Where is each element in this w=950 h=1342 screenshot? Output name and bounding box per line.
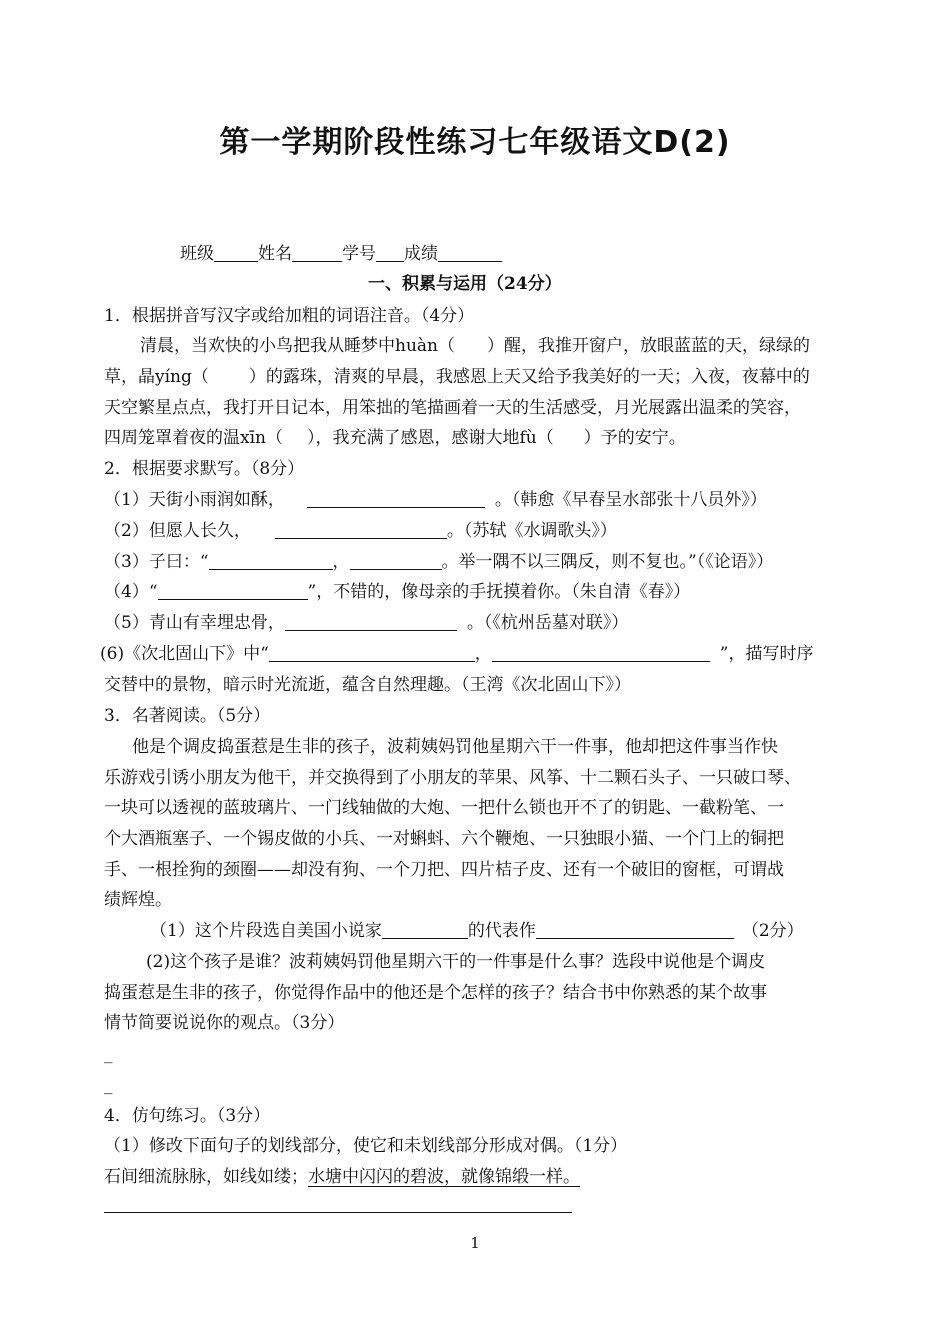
q2-text: 。（《杭州岳墓对联》） xyxy=(466,613,629,633)
section-heading: 一、积累与运用（24分） xyxy=(368,274,562,294)
q3-heading: 3．名著阅读。（5分） xyxy=(104,706,271,726)
q2-text: (6)《次北固山下》中“ xyxy=(100,644,269,664)
q3-blank-work[interactable] xyxy=(536,921,734,939)
q2-heading: 2．根据要求默写。（8分） xyxy=(104,459,305,479)
name-label: 姓名 xyxy=(258,244,292,264)
q1-heading: 1．根据拼音写汉字或给加粗的词语注音。（4分） xyxy=(104,306,475,326)
q2-item-6 xyxy=(100,644,813,664)
q2-text: （2）但愿人长久， xyxy=(104,521,251,541)
q2-text: ， xyxy=(474,644,492,664)
q2-item-2 xyxy=(104,521,617,541)
q2-text: （4）“ xyxy=(104,582,158,602)
q3-answer-line[interactable]: _ xyxy=(104,1075,113,1095)
q1-line-2 xyxy=(104,367,810,387)
name-blank[interactable] xyxy=(292,244,342,262)
q3-passage-line: 绩辉煌。 xyxy=(104,890,172,910)
q1-line-3: 天空繁星点点，我打开日记本，用笨拙的笔描画着一天的生活感受，月光展露出温柔的笑容， xyxy=(104,398,801,418)
q1-text: ）醒，我推开窗户，放眼蓝蓝的天，绿绿的 xyxy=(486,336,810,356)
q3-text: （2分） xyxy=(741,921,804,941)
q2-item-3 xyxy=(104,552,773,572)
q2-item-1 xyxy=(104,490,767,510)
q2-text: ”，不错的，像母亲的手抚摸着你。（朱自清《春》） xyxy=(307,582,691,602)
page-number: 1 xyxy=(470,1234,480,1252)
q3-passage-line: 他是个调皮捣蛋惹是生非的孩子，波莉姨妈罚他星期六干一件事，他却把这件事当作快 xyxy=(132,737,778,757)
score-blank[interactable] xyxy=(438,244,502,262)
q2-blank-2[interactable] xyxy=(275,521,447,539)
q1-text: ）的露珠，清爽的早晨，我感恩上天又给予我美好的一天；入夜，夜幕中的 xyxy=(248,367,810,387)
q3-passage-line: 手、一根拴狗的颈圈——却没有狗、一个刀把、四片桔子皮、还有一个破旧的窗框，可谓战 xyxy=(104,860,784,880)
q2-item-5 xyxy=(104,613,628,633)
class-blank[interactable] xyxy=(214,244,258,262)
q2-text: （3）子曰：“ xyxy=(104,552,209,572)
student-id-blank[interactable] xyxy=(376,244,404,262)
q3-passage-line: 一块可以透视的蓝玻璃片、一门线轴做的大炮、一把什么锁也开不了的钥匙、一截粉笔、一 xyxy=(104,798,784,818)
q4-heading: 4．仿句练习。（3分） xyxy=(104,1106,271,1126)
q4-sentence-plain: 石间细流脉脉，如线如缕； xyxy=(104,1167,308,1187)
q1-text: 四周笼罩着夜的温xīn（ xyxy=(104,428,283,448)
q2-blank-3a[interactable] xyxy=(209,552,333,570)
q2-blank-6b[interactable] xyxy=(492,644,710,662)
class-label: 班级 xyxy=(180,244,214,264)
q2-blank-1[interactable] xyxy=(307,490,485,508)
q3-sub-1 xyxy=(150,921,804,941)
score-label: 成绩 xyxy=(404,244,438,264)
student-id-label: 学号 xyxy=(342,244,376,264)
q3-text: （1）这个片段选自美国小说家 xyxy=(150,921,382,941)
q3-answer-line[interactable]: _ xyxy=(104,1044,113,1064)
q1-text: 清晨，当欢快的小鸟把我从睡梦中huàn（ xyxy=(140,336,455,356)
q2-item-4 xyxy=(104,582,690,602)
student-info-line xyxy=(180,244,502,264)
q1-line-1 xyxy=(140,336,810,356)
q2-blank-6a[interactable] xyxy=(269,644,475,662)
q2-text: （1）天街小雨润如酥， xyxy=(104,490,285,510)
q1-text: ），我充满了感恩，感谢大地fù（ xyxy=(306,428,554,448)
q4-sentence-underlined: 水塘中闪闪的碧波，就像锦缎一样。 xyxy=(308,1167,580,1187)
q4-sub-1: （1）修改下面句子的划线部分，使它和未划线部分形成对偶。（1分） xyxy=(104,1136,628,1156)
q3-blank-author[interactable] xyxy=(382,921,468,939)
q2-item-6-cont: 交替中的景物，暗示时光流逝，蕴含自然理趣。（王湾《次北固山下》） xyxy=(104,675,631,695)
q3-sub-2-line: 情节简要说说你的观点。（3分） xyxy=(104,1013,345,1033)
q1-line-4 xyxy=(104,428,686,448)
page-title: 第一学期阶段性练习七年级语文D(2) xyxy=(219,125,731,160)
q3-sub-2-line: 捣蛋惹是生非的孩子，你觉得作品中的他还是个怎样的孩子？结合书中你熟悉的某个故事 xyxy=(104,983,767,1003)
q2-blank-5[interactable] xyxy=(285,613,457,631)
q3-passage-line: 个大酒瓶塞子、一个锡皮做的小兵、一对蝌蚪、六个鞭炮、一只独眼小猫、一个门上的铜把 xyxy=(104,829,784,849)
q2-text: ， xyxy=(332,552,350,572)
q2-text: （5）青山有幸埋忠骨， xyxy=(104,613,285,633)
q1-text: 草，晶yíng（ xyxy=(104,367,209,387)
q4-sentence xyxy=(104,1167,580,1187)
q2-text: 。（苏轼《水调歌头》） xyxy=(446,521,617,541)
q2-blank-3b[interactable] xyxy=(350,552,442,570)
q2-text: ”，描写时序 xyxy=(719,644,814,664)
q2-text: 。（韩愈《早春呈水部张十八员外》） xyxy=(494,490,767,510)
q3-text: 的代表作 xyxy=(467,921,536,941)
q2-blank-4[interactable] xyxy=(158,582,308,600)
q1-text: ）予的安宁。 xyxy=(583,428,686,448)
q2-text: 。举一隅不以三隅反，则不复也。”（《论语》） xyxy=(441,552,774,572)
q4-answer-line[interactable] xyxy=(104,1212,572,1213)
q3-passage-line: 乐游戏引诱小朋友为他干，并交换得到了小朋友的苹果、风筝、十二颗石头子、一只破口琴、 xyxy=(104,768,801,788)
q3-sub-2-line: (2)这个孩子是谁？波莉姨妈罚他星期六干的一件事是什么事？选段中说他是个调皮 xyxy=(146,952,766,972)
